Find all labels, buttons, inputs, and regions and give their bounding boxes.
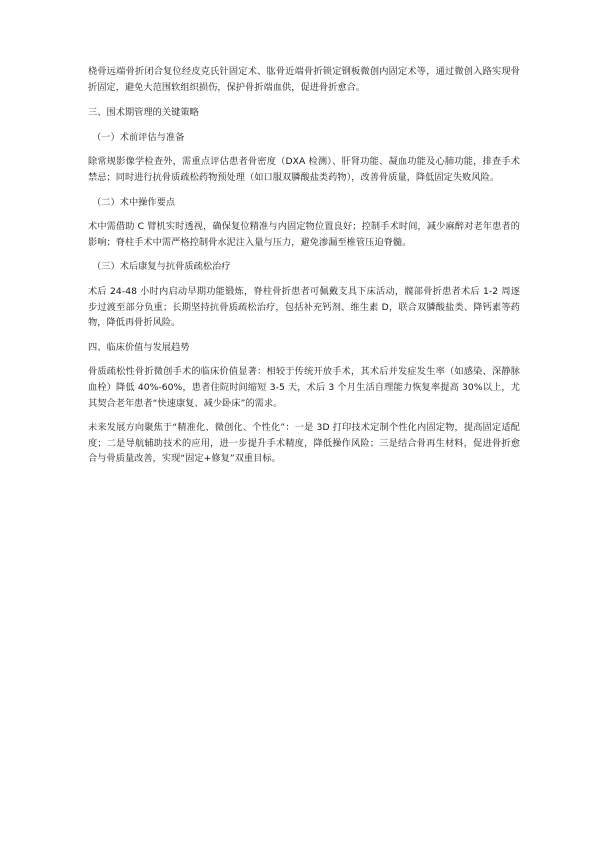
- subheading-postoperative: （三）术后康复与抗骨质疏松治疗: [92, 261, 231, 273]
- paragraph-postoperative: 术后 24-48 小时内启动早期功能锻炼，脊柱骨折患者可佩戴支具下床活动，髋部骨折患者术后 1-2 周逐步过渡至部分负重；长期坚持抗骨质疏松治疗，包括补充钙剂、维生素 D，联合双膦酸盐类、降钙素等药物，降低再骨折风险。: [88, 285, 520, 329]
- section-heading-perioperative: 三、围术期管理的关键策略: [88, 107, 199, 119]
- paragraph-future-trends: 未来发展方向聚焦于“精准化、微创化、个性化”：一是 3D 打印技术定制个性化内固定物，提高固定适配度；二是导航辅助技术的应用，进一步提升手术精度，降低操作风险；三是结合骨再生材料，促进骨折愈合与骨质量改善，实现“固定+修复”双重目标。: [88, 422, 520, 465]
- paragraph-minimally-invasive-fixation: 桡骨远端骨折闭合复位经皮克氏针固定术、肱骨近端骨折锁定钢板微创内固定术等，通过微创入路实现骨折固定，避免大范围软组织损伤，保护骨折端血供，促进骨折愈合。: [88, 66, 520, 93]
- subheading-intraoperative: （二）术中操作要点: [92, 196, 176, 208]
- paragraph-preoperative: 除常规影像学检查外，需重点评估患者骨密度（DXA 检测）、肝肾功能、凝血功能及心肺功能，排查手术禁忌；同时进行抗骨质疏松药物预处理（如口服双膦酸盐类药物），改善骨质量，降低固定失败风险。: [88, 156, 520, 183]
- paragraph-intraoperative: 术中需借助 C 臂机实时透视，确保复位精准与内固定物位置良好；控制手术时间，减少麻醉对老年患者的影响；脊柱手术中需严格控制骨水泥注入量与压力，避免渗漏至椎管压迫脊髓。: [88, 221, 520, 248]
- document-page: [88, 64, 520, 467]
- section-heading-clinical-value: 四、临床价值与发展趋势: [88, 341, 190, 353]
- subheading-preoperative: （一）术前评估与准备: [92, 131, 185, 143]
- paragraph-clinical-value: 骨质疏松性骨折微创手术的临床价值显著：相较于传统开放手术，其术后并发症发生率（如感染、深静脉血栓）降低 40%-60%，患者住院时间缩短 3-5 天，术后 3 个月生活自理能力恢复率提高 30%以上，尤其契合老年患者“快速康复、减少卧床”的需求。: [88, 366, 520, 409]
